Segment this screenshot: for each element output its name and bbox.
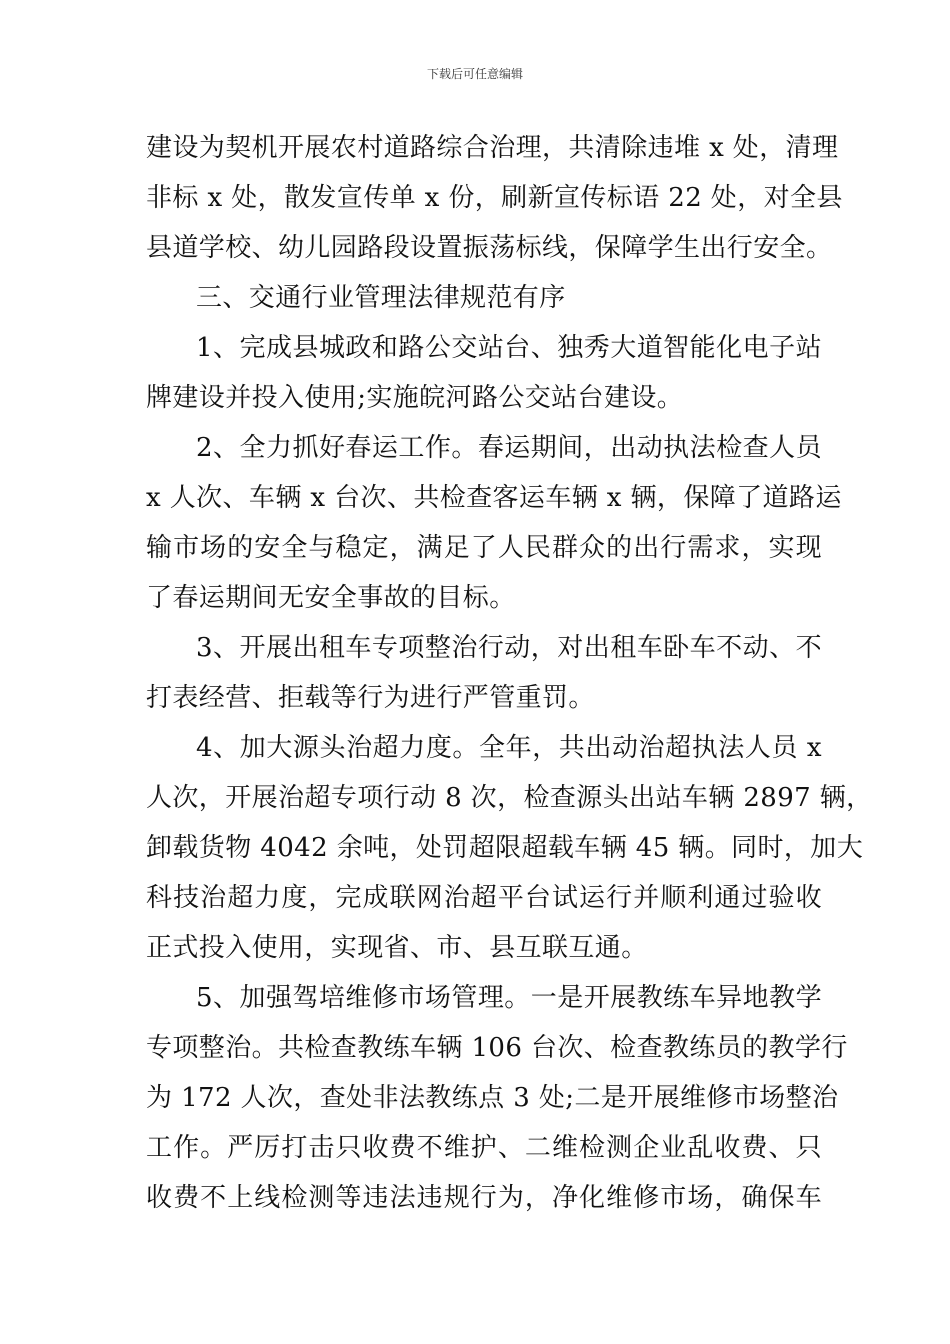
text-line: 了春运期间无安全事故的目标。 (146, 583, 516, 613)
text-line: 3、开展出租车专项整治行动，对出租车卧车不动、不 (196, 633, 822, 663)
text-line: 科技治超力度，完成联网治超平台试运行并顺利通过验收 (146, 883, 822, 913)
text-line: 为 172 人次，查处非法教练点 3 处;二是开展维修市场整治 (146, 1083, 839, 1113)
text-line: 卸载货物 4042 余吨，处罚超限超载车辆 45 辆。同时，加大 (146, 833, 864, 863)
text-line: 非标 x 处，散发宣传单 x 份，刷新宣传标语 22 处，对全县 (146, 183, 843, 213)
document-body (146, 123, 873, 1223)
page-header-note: 下载后可任意编辑 (426, 67, 523, 81)
text-line: 正式投入使用，实现省、市、县互联互通。 (146, 933, 648, 963)
text-line: 5、加强驾培维修市场管理。一是开展教练车异地教学 (196, 983, 822, 1013)
text-line: 收费不上线检测等违法违规行为，净化维修市场，确保车 (146, 1183, 822, 1213)
text-line: 人次，开展治超专项行动 8 次，检查源头出站车辆 2897 辆， (146, 783, 873, 813)
text-line: 4、加大源头治超力度。全年，共出动治超执法人员 x (196, 733, 822, 763)
text-line: 打表经营、拒载等行为进行严管重罚。 (146, 683, 595, 713)
text-line: 牌建设并投入使用;实施皖河路公交站台建设。 (146, 383, 684, 413)
text-line: 工作。严厉打击只收费不维护、二维检测企业乱收费、只 (146, 1133, 822, 1163)
text-line: 2、全力抓好春运工作。春运期间，出动执法检查人员 (196, 433, 822, 463)
text-line: 县道学校、幼儿园路段设置振荡标线，保障学生出行安全。 (146, 233, 833, 263)
text-line: x 人次、车辆 x 台次、共检查客运车辆 x 辆，保障了道路运 (146, 483, 842, 513)
text-line: 建设为契机开展农村道路综合治理，共清除违堆 x 处，清理 (146, 133, 839, 163)
text-line: 专项整治。共检查教练车辆 106 台次、检查教练员的教学行 (146, 1033, 848, 1063)
section-heading: 三、交通行业管理法律规范有序 (196, 283, 566, 313)
text-line: 输市场的安全与稳定，满足了人民群众的出行需求，实现 (146, 533, 822, 563)
text-line: 1、完成县城政和路公交站台、独秀大道智能化电子站 (196, 333, 822, 363)
